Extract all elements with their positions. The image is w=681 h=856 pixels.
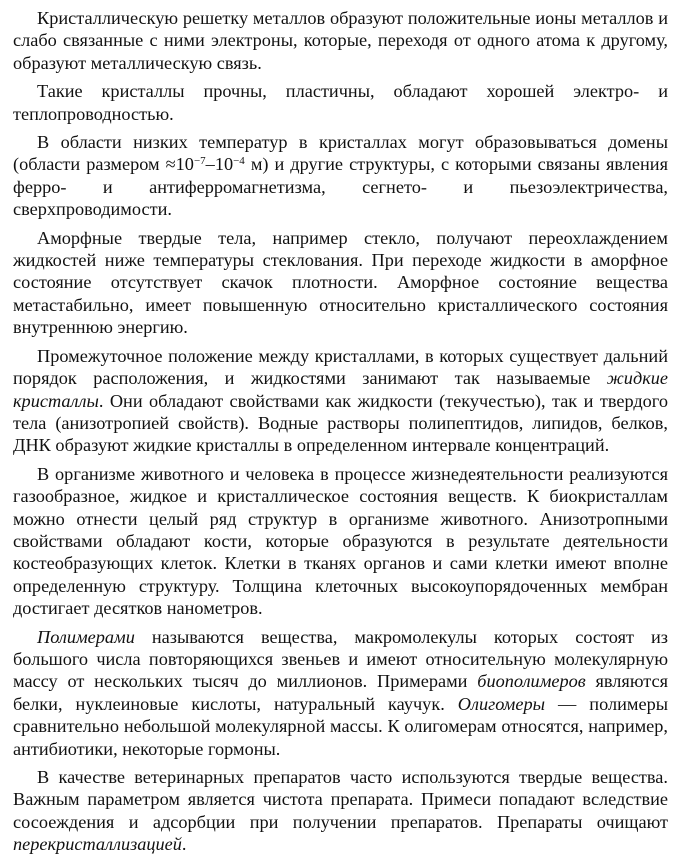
paragraph-4 xyxy=(13,227,668,339)
exponent: −4 xyxy=(233,155,245,168)
text-run: . xyxy=(181,834,187,855)
emphasized-term: биополимеров xyxy=(477,671,586,692)
paragraph-5 xyxy=(13,345,668,457)
emphasized-term: Полимерами xyxy=(37,626,135,647)
paragraph-2 xyxy=(13,80,668,125)
paragraph-1 xyxy=(13,7,668,74)
exponent: −7 xyxy=(193,155,206,168)
text-run: — полимеры сравнительно небольшой молекулярной массы. К олигомерам относятся, например, антибиотики, некоторые гормоны. xyxy=(13,693,669,759)
text-run: являются белки, нуклеиновые кислоты, натуральный каучук. xyxy=(13,671,668,714)
text-run: Кристаллическую решетку металлов образуют положительные ионы металлов и слабо связанные с ними электроны, которые, переходя от одного атома к другому, образуют металлическую связь. xyxy=(13,8,668,73)
text-run: –10 xyxy=(205,154,234,175)
text-run: В качестве ветеринарных препаратов часто используются твердые вещества. Важным параметром является чистота препарата. Примеси попадают вследствие сосоеждения и адсорбции при получении препаратов. Препараты очищают xyxy=(13,767,668,832)
paragraph-6 xyxy=(13,463,668,620)
text-run: В организме животного и человека в процессе жизнедеятельности реализуются газообразное, жидкое и кристаллическое состояния веществ. К биокристаллам можно отнести целый ряд структур в организме животного. Анизотропными свойствами обладают кости, которые образуются в результате деятельности костеобразующих клеток. Клетки в тканях органов и сами клетки имеют вполне определенную структуру. Толщина клеточных высокоупорядоченных мембран достигает десятков нанометров. xyxy=(13,463,668,619)
text-run: Аморфные твердые тела, например стекло, получают переохлаждением жидкостей ниже температуры стеклования. При переходе жидкости в аморфное состояние отсутствует скачок плотности. Аморфное состояние вещества метастабильно, имеет повышенную относительно кристаллического состояния внутреннюю энергию. xyxy=(13,227,668,338)
emphasized-term: Олигомеры xyxy=(457,693,545,714)
document-page xyxy=(13,7,668,856)
emphasized-term: жидкие кристаллы xyxy=(13,368,668,411)
text-run: Промежуточное положение между кристаллами, в которых существует дальний порядок расположения, и жидкостями занимают так называемые xyxy=(13,345,668,389)
text-run: называются вещества, макромолекулы которых состоят из большого числа повторяющихся звеньев и имеют относительную молекулярную массу от нескольких тысяч до миллионов. Примерами xyxy=(13,626,668,692)
text-run: Такие кристаллы прочны, пластичны, обладают хорошей электро- и теплопроводностью. xyxy=(13,81,668,124)
paragraph-3 xyxy=(13,131,668,221)
paragraph-8 xyxy=(13,766,668,856)
text-run: . Они обладают свойствами как жидкости (текучестью), так и твердого тела (анизотропией свойств). Водные растворы полипептидов, липидов, белков, ДНК образуют жидкие кристаллы в определенном интервале концентраций. xyxy=(13,390,668,456)
paragraph-7 xyxy=(13,626,668,760)
text-run: м) и другие структуры, с которыми связаны явления ферро- и антиферромагнетизма, сегнето- и пьезоэлектричества, сверхпроводимости. xyxy=(13,154,668,220)
text-run: В области низких температур в кристаллах могут образовываться домены (области размером ≈10 xyxy=(13,132,668,175)
emphasized-term: перекристаллизацией xyxy=(13,834,182,855)
